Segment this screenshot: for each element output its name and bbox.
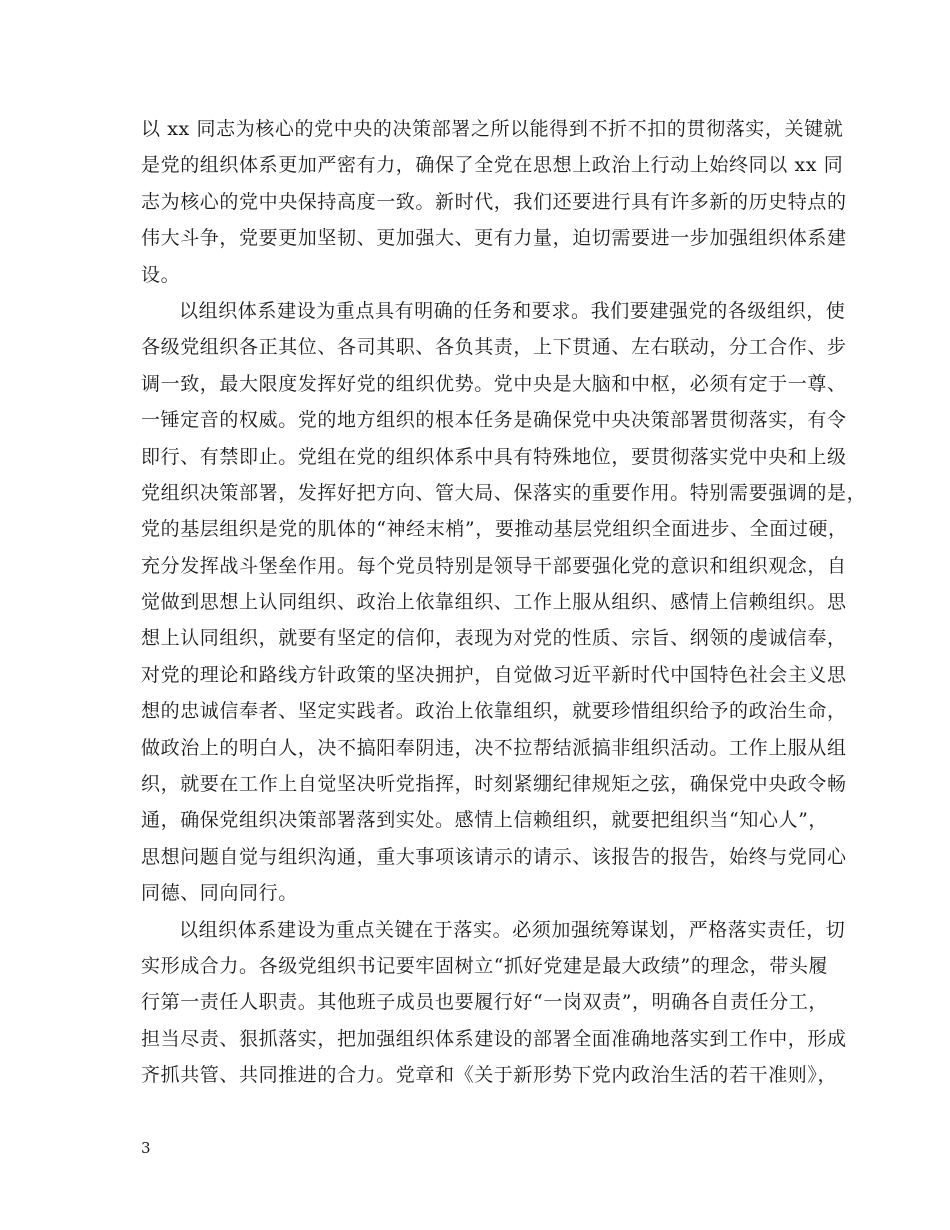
text-line: 是党的组织体系更加严密有力，确保了全党在思想上政治上行动上始终同以 xx 同 <box>141 154 844 177</box>
text-line: 通，确保党组织决策部署落到实处。感情上信赖组织，就要把组织当“知心人”， <box>141 809 829 832</box>
text-line: 思想问题自觉与组织沟通，重大事项该请示的请示、该报告的报告，始终与党同心 <box>141 845 847 868</box>
text-line: 行第一责任人职责。其他班子成员也要履行好“一岗双责”，明确各自责任分工， <box>141 991 829 1014</box>
paragraph-first-line: 以组织体系建设为重点关键在于落实。必须加强统筹谋划，严格落实责任，切 <box>179 918 846 941</box>
text-line: 各级党组织各正其位、各司其职、各负其责，上下贯通、左右联动，分工合作、步 <box>141 336 847 359</box>
text-line: 充分发挥战斗堡垒作用。每个党员特别是领导干部要强化党的意识和组织观念，自 <box>141 554 847 577</box>
text-line: 觉做到思想上认同组织、政治上依靠组织、工作上服从组织、感情上信赖组织。思 <box>141 591 847 614</box>
text-line: 设。 <box>141 263 181 286</box>
text-line: 调一致，最大限度发挥好党的组织优势。党中央是大脑和中枢，必须有定于一尊、 <box>141 372 847 395</box>
text-line: 对党的理论和路线方针政策的坚决拥护，自觉做习近平新时代中国特色社会主义思 <box>141 663 847 686</box>
text-line: 齐抓共管、共同推进的合力。党章和《关于新形势下党内政治生活的若干准则》， <box>141 1064 838 1087</box>
text-line: 党的基层组织是党的肌体的“神经末梢”，要推动基层党组织全面进步、全面过硬， <box>141 518 848 541</box>
text-line: 一锤定音的权威。党的地方组织的根本任务是确保党中央决策部署贯彻落实，有令 <box>141 409 847 432</box>
text-line: 志为核心的党中央保持高度一致。新时代，我们还要进行具有许多新的历史特点的 <box>141 190 847 213</box>
text-line: 想的忠诚信奉者、坚定实践者。政治上依靠组织，就要珍惜组织给予的政治生命， <box>141 700 847 723</box>
text-line: 党组织决策部署，发挥好把方向、管大局、保落实的重要作用。特别需要强调的是， <box>141 481 867 504</box>
text-line: 想上认同组织，就要有坚定的信仰，表现为对党的性质、宗旨、纲领的虔诚信奉， <box>141 627 847 650</box>
text-line: 实形成合力。各级党组织书记要牢固树立“抓好党建是最大政绩”的理念，带头履 <box>141 954 829 977</box>
text-line: 以 xx 同志为核心的党中央的决策部署之所以能得到不折不扣的贯彻落实，关键就 <box>141 118 844 140</box>
text-line: 同德、同向同行。 <box>141 882 298 905</box>
page-number: 3 <box>141 1139 151 1157</box>
text-line: 即行、有禁即止。党组在党的组织体系中具有特殊地位，要贯彻落实党中央和上级 <box>141 445 847 468</box>
text-line: 担当尽责、狠抓落实，把加强组织体系建设的部署全面准确地落实到工作中，形成 <box>141 1027 847 1050</box>
paragraph-first-line: 以组织体系建设为重点具有明确的任务和要求。我们要建强党的各级组织，使 <box>179 299 846 322</box>
text-line: 做政治上的明白人，决不搞阳奉阴违，决不拉帮结派搞非组织活动。工作上服从组 <box>141 736 847 759</box>
body-text <box>141 111 867 1094</box>
text-line: 织，就要在工作上自觉坚决听党指挥，时刻紧绷纪律规矩之弦，确保党中央政令畅 <box>141 773 847 796</box>
text-line: 伟大斗争，党要更加坚韧、更加强大、更有力量，迫切需要进一步加强组织体系建 <box>141 227 847 250</box>
